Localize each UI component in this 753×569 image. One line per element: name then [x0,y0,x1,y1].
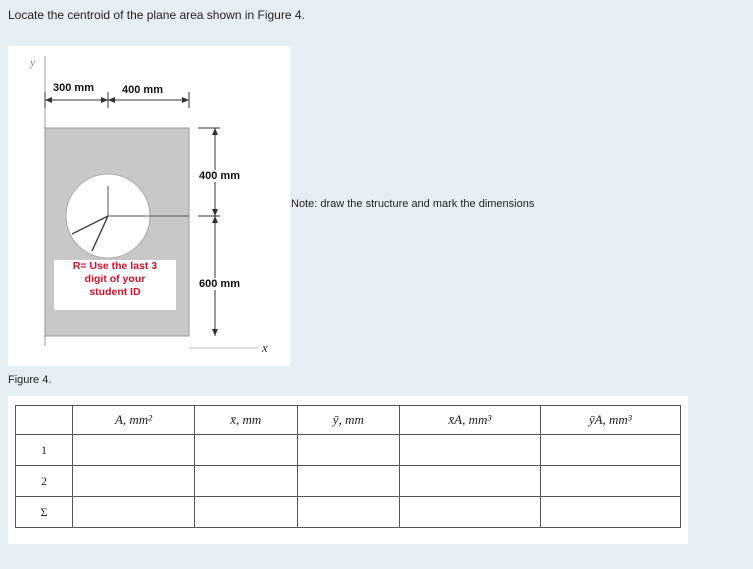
x-axis-label: x [262,340,268,355]
table-cell[interactable] [297,497,400,528]
table-row [16,466,681,497]
header-blank [16,406,73,435]
centroid-table-container [8,396,688,544]
row-label: 1 [16,435,73,466]
table-cell[interactable] [73,466,195,497]
question-text: Locate the centroid of the plane area shown in Figure 4. [8,8,305,22]
table-cell[interactable] [73,435,195,466]
radius-note-line-3: student ID [89,286,141,298]
figure-4 [8,46,290,366]
table-cell[interactable] [297,466,400,497]
row-label: Σ [16,497,73,528]
row-label: 2 [16,466,73,497]
header-ybar: ȳ, mm [297,406,400,435]
centroid-table [15,405,681,528]
radius-note-line-1: R= Use the last 3 [72,260,158,272]
figure-caption: Figure 4. [8,374,52,386]
table-header-row [16,406,681,435]
radius-note-line-2: digit of your [84,273,146,285]
table-cell[interactable] [195,435,298,466]
dim-600-vertical: 600 mm [199,278,240,290]
table-cell[interactable] [400,435,540,466]
table-row [16,497,681,528]
table-cell[interactable] [195,466,298,497]
radius-note [54,260,176,310]
dim-300: 300 mm [53,82,94,94]
table-cell[interactable] [400,466,540,497]
header-xbar-a: x̄A, mm³ [400,406,540,435]
y-axis-label: y [30,55,36,69]
header-xbar: x̄, mm [195,406,298,435]
dim-400-vertical: 400 mm [199,170,240,182]
note-text: Note: draw the structure and mark the dimensions [291,198,535,210]
table-row [16,435,681,466]
table-cell[interactable] [297,435,400,466]
table-cell[interactable] [73,497,195,528]
table-cell[interactable] [540,435,680,466]
header-area: A, mm² [73,406,195,435]
table-cell[interactable] [540,497,680,528]
table-cell[interactable] [540,466,680,497]
dim-400-horizontal: 400 mm [122,84,163,96]
table-cell[interactable] [195,497,298,528]
table-cell[interactable] [400,497,540,528]
header-ybar-a: ȳA, mm³ [540,406,680,435]
